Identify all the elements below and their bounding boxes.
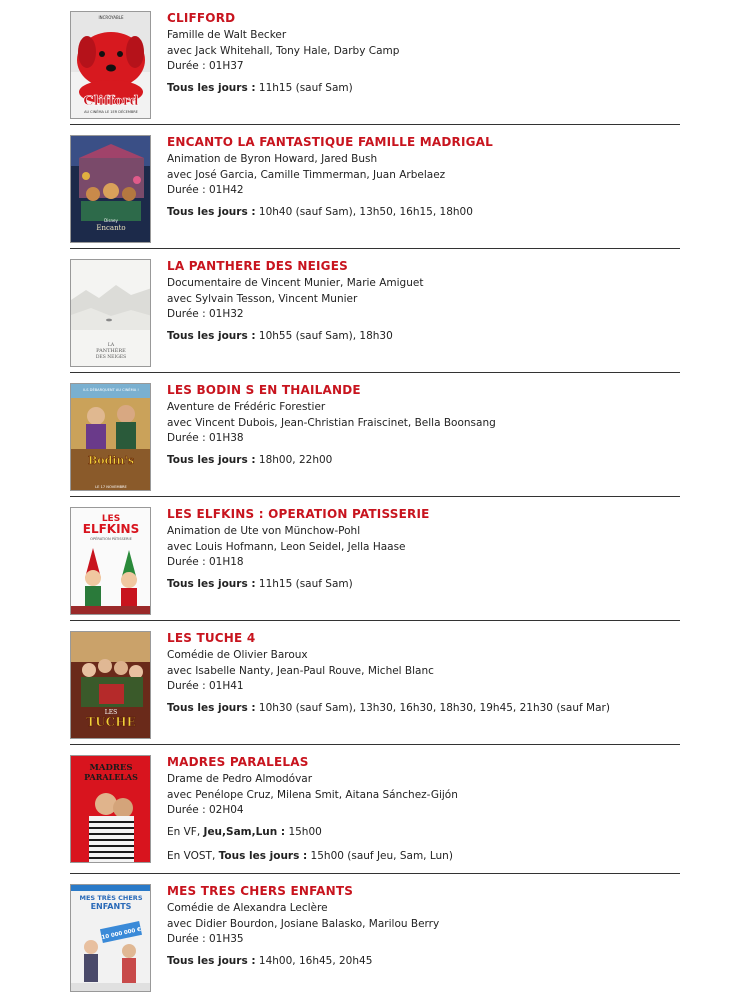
movie-info — [167, 755, 687, 864]
svg-text:PARALELAS: PARALELAS — [84, 772, 138, 782]
svg-text:Disney: Disney — [104, 218, 118, 223]
svg-text:MES TRÈS CHERS: MES TRÈS CHERS — [79, 894, 143, 902]
separator — [70, 372, 680, 373]
svg-text:ELFKINS: ELFKINS — [82, 522, 140, 536]
movie-genre: Famille de Walt Becker — [167, 29, 287, 41]
showtimes: Tous les jours : 18h00, 22h00 — [167, 453, 333, 466]
movie-genre: Comédie de Alexandra Leclère — [167, 902, 328, 914]
svg-text:LES: LES — [101, 514, 121, 524]
showtimes: Tous les jours : 10h30 (sauf Sam), 13h30, 16h30, 18h30, 19h45, 21h30 (sauf Mar) — [167, 701, 610, 714]
movie-cast: avec Isabelle Nanty, Jean-Paul Rouve, Michel Blanc — [167, 664, 434, 677]
movie-poster[interactable] — [70, 383, 151, 491]
showtimes: Tous les jours : 10h55 (sauf Sam), 18h30 — [167, 329, 393, 342]
movie-title[interactable]: LES ELFKINS : OPERATION PATISSERIE — [167, 507, 430, 521]
showtimes: Tous les jours : 11h15 (sauf Sam) — [167, 81, 353, 94]
movie-info — [167, 631, 687, 716]
movie-cast: avec José Garcia, Camille Timmerman, Juan Arbelaez — [167, 168, 446, 181]
movie-info — [167, 135, 687, 220]
movie-genre: Animation de Byron Howard, Jared Bush — [167, 153, 378, 165]
movie-cast: avec Jack Whitehall, Tony Hale, Darby Camp — [167, 44, 400, 57]
movie-title[interactable]: LES BODIN S EN THAILANDE — [167, 383, 361, 397]
svg-text:DES NEIGES: DES NEIGES — [95, 355, 127, 360]
svg-text:OPÉRATION PÂTISSERIE: OPÉRATION PÂTISSERIE — [90, 537, 132, 541]
movie-duration: Durée : 01H42 — [167, 184, 244, 196]
movie-duration: Durée : 01H35 — [167, 933, 244, 945]
svg-text:MADRES: MADRES — [89, 763, 133, 773]
separator — [70, 248, 680, 249]
showtimes: Tous les jours : 14h00, 16h45, 20h45 — [167, 954, 373, 967]
svg-text:LE 17 NOVEMBRE: LE 17 NOVEMBRE — [95, 485, 127, 489]
movie-poster[interactable] — [70, 259, 151, 367]
movie-title[interactable]: MADRES PARALELAS — [167, 755, 309, 769]
movie-duration: Durée : 01H32 — [167, 308, 244, 320]
movie-duration: Durée : 01H18 — [167, 556, 244, 568]
svg-text:PANTHÈRE: PANTHÈRE — [96, 348, 126, 354]
movie-info — [167, 884, 687, 969]
movie-title[interactable]: CLIFFORD — [167, 11, 236, 25]
showtimes: Tous les jours : 10h40 (sauf Sam), 13h50, 16h15, 18h00 — [167, 205, 473, 218]
movie-poster[interactable] — [70, 884, 151, 992]
movie-info — [167, 259, 687, 344]
movie-poster[interactable] — [70, 135, 151, 243]
movie-poster[interactable] — [70, 631, 151, 739]
svg-text:Bodin's: Bodin's — [87, 454, 135, 467]
movie-duration: Durée : 01H37 — [167, 60, 244, 72]
svg-text:LES: LES — [104, 709, 118, 716]
svg-text:Encanto: Encanto — [96, 224, 126, 232]
movie-cast: avec Louis Hofmann, Leon Seidel, Jella Haase — [167, 540, 406, 553]
movie-info — [167, 383, 687, 468]
movie-cast: avec Didier Bourdon, Josiane Balasko, Marilou Berry — [167, 917, 440, 930]
movie-genre: Documentaire de Vincent Munier, Marie Amiguet — [167, 277, 424, 289]
movie-genre: Animation de Ute von Münchow-Pohl — [167, 525, 361, 537]
separator — [70, 124, 680, 125]
svg-text:ENFANTS: ENFANTS — [90, 902, 132, 911]
movie-title[interactable]: ENCANTO LA FANTASTIQUE FAMILLE MADRIGAL — [167, 135, 494, 149]
movie-poster[interactable] — [70, 755, 151, 863]
movie-duration: Durée : 02H04 — [167, 804, 244, 816]
movie-genre: Drame de Pedro Almodóvar — [167, 773, 313, 785]
svg-text:AU CINÉMA LE 1ER DÉCEMBRE: AU CINÉMA LE 1ER DÉCEMBRE — [84, 110, 138, 114]
svg-text:TUCHE: TUCHE — [86, 715, 136, 729]
movie-info — [167, 11, 687, 96]
svg-text:INCROYABLE: INCROYABLE — [98, 15, 124, 20]
movie-poster[interactable] — [70, 507, 151, 615]
movie-poster[interactable] — [70, 11, 151, 119]
separator — [70, 620, 680, 621]
movie-duration: Durée : 01H41 — [167, 680, 244, 692]
movie-cast: avec Penélope Cruz, Milena Smit, Aitana Sánchez-Gijón — [167, 788, 458, 801]
svg-text:10 000 000 €: 10 000 000 € — [101, 926, 142, 942]
movie-title[interactable]: LES TUCHE 4 — [167, 631, 256, 645]
movie-duration: Durée : 01H38 — [167, 432, 244, 444]
movie-genre: Comédie de Olivier Baroux — [167, 649, 308, 661]
separator — [70, 744, 680, 745]
showtimes: Tous les jours : 11h15 (sauf Sam) — [167, 577, 353, 590]
svg-text:Clifford: Clifford — [83, 94, 139, 109]
showtimes: En VF, Jeu,Sam,Lun : 15h00 — [167, 825, 322, 838]
movie-info — [167, 507, 687, 592]
movie-title[interactable]: LA PANTHERE DES NEIGES — [167, 259, 348, 273]
separator — [70, 496, 680, 497]
movie-genre: Aventure de Frédéric Forestier — [167, 401, 326, 413]
movie-title[interactable]: MES TRES CHERS ENFANTS — [167, 884, 354, 898]
movie-cast: avec Vincent Dubois, Jean-Christian Fraiscinet, Bella Boonsang — [167, 416, 496, 429]
movie-cast: avec Sylvain Tesson, Vincent Munier — [167, 292, 358, 305]
svg-text:LA: LA — [107, 343, 115, 348]
svg-text:ILS DÉBARQUENT AU CINÉMA !: ILS DÉBARQUENT AU CINÉMA ! — [83, 388, 139, 392]
showtimes: En VOST, Tous les jours : 15h00 (sauf Jeu, Sam, Lun) — [167, 849, 453, 862]
separator — [70, 873, 680, 874]
